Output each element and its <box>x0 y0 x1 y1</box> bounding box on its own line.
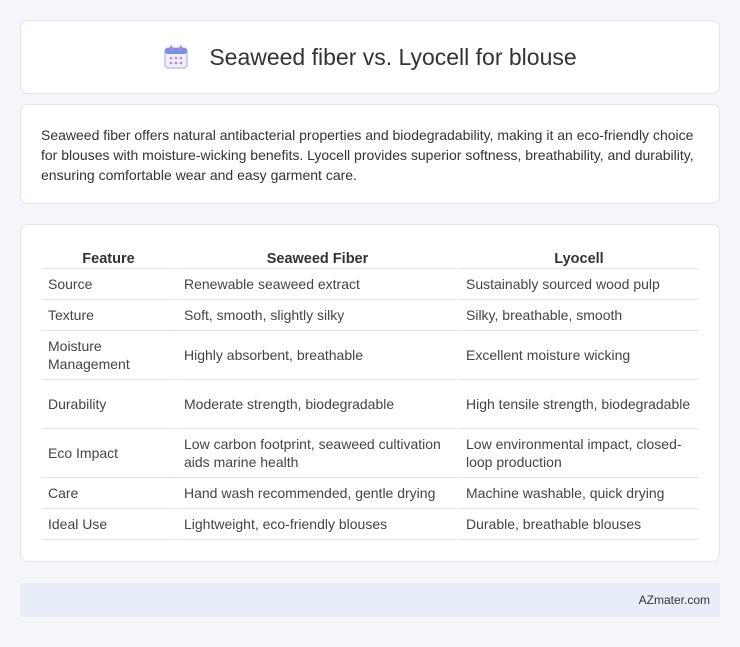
lyocell-cell: Low environmental impact, closed-loop production <box>457 429 698 478</box>
table-row <box>42 380 698 429</box>
feature-cell: Eco Impact <box>42 429 175 478</box>
header-seaweed-fiber: Seaweed Fiber <box>175 247 457 269</box>
table-row <box>42 331 698 380</box>
comparison-table <box>42 247 698 540</box>
seaweed-cell: Moderate strength, biodegradable <box>175 380 457 429</box>
lyocell-cell: Durable, breathable blouses <box>457 509 698 540</box>
feature-cell: Source <box>42 269 175 300</box>
header-feature: Feature <box>42 247 175 269</box>
feature-cell: Care <box>42 478 175 509</box>
header-lyocell: Lyocell <box>457 247 698 269</box>
seaweed-cell: Highly absorbent, breathable <box>175 331 457 380</box>
feature-cell: Texture <box>42 300 175 331</box>
comparison-table-card <box>20 224 720 562</box>
seaweed-cell: Hand wash recommended, gentle drying <box>175 478 457 509</box>
table-row <box>42 269 698 300</box>
summary-card <box>20 104 720 204</box>
lyocell-cell: Machine washable, quick drying <box>457 478 698 509</box>
seaweed-cell: Renewable seaweed extract <box>175 269 457 300</box>
seaweed-cell: Lightweight, eco-friendly blouses <box>175 509 457 540</box>
title-card <box>20 20 720 94</box>
feature-cell: Moisture Management <box>42 331 175 380</box>
footer-site-link[interactable]: AZmater.com <box>638 593 710 607</box>
feature-cell: Durability <box>42 380 175 429</box>
lyocell-cell: High tensile strength, biodegradable <box>457 380 698 429</box>
table-header-row <box>42 247 698 269</box>
lyocell-cell: Sustainably sourced wood pulp <box>457 269 698 300</box>
feature-cell: Ideal Use <box>42 509 175 540</box>
lyocell-cell: Excellent moisture wicking <box>457 331 698 380</box>
table-row <box>42 509 698 540</box>
calendar-icon <box>163 44 189 70</box>
summary-text: Seaweed fiber offers natural antibacterial properties and biodegradability, making it an eco-friendly choice for blouses with moisture-wicking benefits. Lyocell provides superior softness, breathability, and durability, ensuring comfortable wear and easy garment care. <box>41 127 694 183</box>
footer-bar <box>20 583 720 617</box>
table-row <box>42 300 698 331</box>
seaweed-cell: Soft, smooth, slightly silky <box>175 300 457 331</box>
seaweed-cell: Low carbon footprint, seaweed cultivation aids marine health <box>175 429 457 478</box>
lyocell-cell: Silky, breathable, smooth <box>457 300 698 331</box>
table-row <box>42 478 698 509</box>
page-title: Seaweed fiber vs. Lyocell for blouse <box>209 43 577 70</box>
table-row <box>42 429 698 478</box>
